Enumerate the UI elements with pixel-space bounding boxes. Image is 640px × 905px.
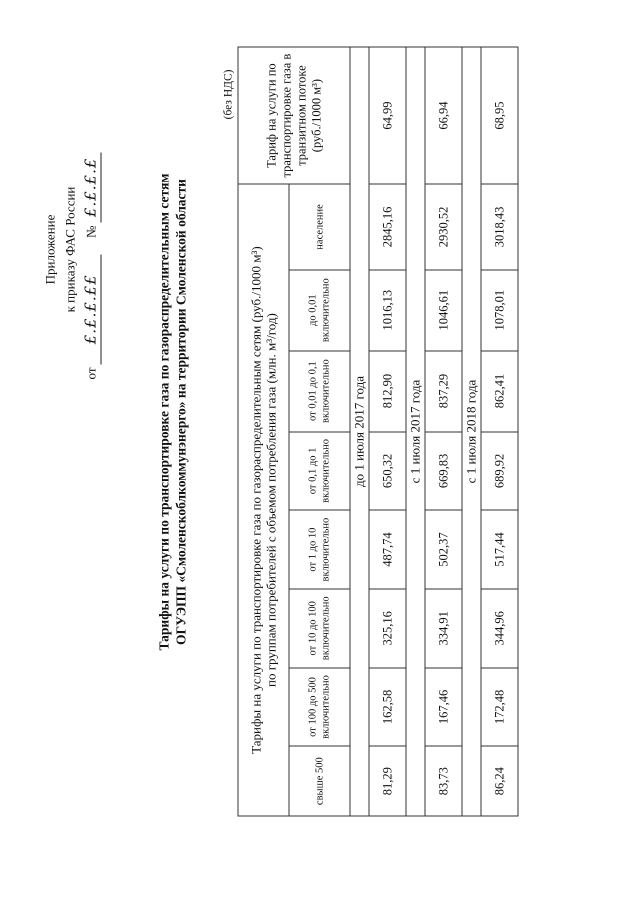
order-date-handwritten: £.£.£.££ xyxy=(81,254,102,364)
table-cell: 167,46 xyxy=(425,668,462,747)
appendix-title: Приложение xyxy=(42,214,58,285)
period-row xyxy=(350,47,369,816)
table-cell: 689,92 xyxy=(481,432,518,511)
column-header: население xyxy=(289,184,350,270)
table-cell: 1016,13 xyxy=(369,270,406,351)
table-cell: 162,58 xyxy=(369,668,406,747)
table-cell: 3018,43 xyxy=(481,184,518,270)
table-header-row-1 xyxy=(238,47,289,816)
order-date-number-line xyxy=(81,120,102,380)
document-sheet xyxy=(1,0,640,905)
document-title xyxy=(156,40,190,785)
group-header xyxy=(238,184,289,816)
table-cell: 517,44 xyxy=(481,510,518,589)
table-cell: 862,41 xyxy=(481,351,518,432)
table-cell: 86,24 xyxy=(481,746,518,816)
table-cell: 2845,16 xyxy=(369,184,406,270)
table-cell: 334,91 xyxy=(425,589,462,668)
order-number-handwritten: £.£.£.£ xyxy=(81,152,102,222)
period-label: с 1 июля 2017 года xyxy=(406,47,425,816)
table-row xyxy=(425,47,462,816)
period-label: с 1 июля 2018 года xyxy=(462,47,481,816)
table-row xyxy=(369,47,406,816)
column-header: от 0,01 до 0,1 включительно xyxy=(289,351,350,432)
table-cell: 837,29 xyxy=(425,351,462,432)
vat-note: (без НДС) xyxy=(222,69,235,120)
table-cell: 650,32 xyxy=(369,432,406,511)
table-cell: 1046,61 xyxy=(425,270,462,351)
table-cell: 502,37 xyxy=(425,510,462,589)
appendix-order-ref: к приказу ФАС России xyxy=(62,186,78,313)
transit-tariff-header: Тариф на услуги по транспортировке газа в транзитном потоке (руб./1000 м³) xyxy=(238,47,350,184)
group-header-line-2: по группам потребителей с объемом потребления газа (млн. м³/год) xyxy=(263,313,279,688)
table-row xyxy=(481,47,518,816)
period-label: до 1 июля 2017 года xyxy=(350,47,369,816)
period-row xyxy=(462,47,481,816)
table-cell: 64,99 xyxy=(369,47,406,184)
table-cell: 487,74 xyxy=(369,510,406,589)
table-cell: 83,73 xyxy=(425,746,462,816)
column-header: до 0,01 включительно xyxy=(289,270,350,351)
column-header: от 0,1 до 1 включительно xyxy=(289,432,350,511)
column-header: от 10 до 100 включительно xyxy=(289,589,350,668)
table-cell: 812,90 xyxy=(369,351,406,432)
table-cell: 2930,52 xyxy=(425,184,462,270)
column-header: свыше 500 xyxy=(289,746,350,816)
group-header-line-1: Тарифы на услуги по транспортировке газа по газораспределительным сетям (руб./1000 м³) xyxy=(248,246,264,754)
column-header: от 100 до 500 включительно xyxy=(289,668,350,747)
table-cell: 81,29 xyxy=(369,746,406,816)
table-cell: 68,95 xyxy=(481,47,518,184)
appendix-block xyxy=(41,120,102,380)
table-cell: 66,94 xyxy=(425,47,462,184)
column-header: от 1 до 10 включительно xyxy=(289,510,350,589)
table-cell: 325,16 xyxy=(369,589,406,668)
tariff-table xyxy=(238,47,519,817)
period-row xyxy=(406,47,425,816)
table-cell: 344,96 xyxy=(481,589,518,668)
order-from-prefix: от xyxy=(83,367,99,380)
table-cell: 1078,01 xyxy=(481,270,518,351)
title-line-2: ОГУЭПП «Смоленскоблкоммунэнерго» на территории Смоленской области xyxy=(173,179,189,645)
title-line-1: Тарифы на услуги по транспортировке газа по газораспределительным сетям xyxy=(156,173,172,651)
table-cell: 669,83 xyxy=(425,432,462,511)
table-cell: 172,48 xyxy=(481,668,518,747)
order-number-prefix: № xyxy=(83,225,99,238)
